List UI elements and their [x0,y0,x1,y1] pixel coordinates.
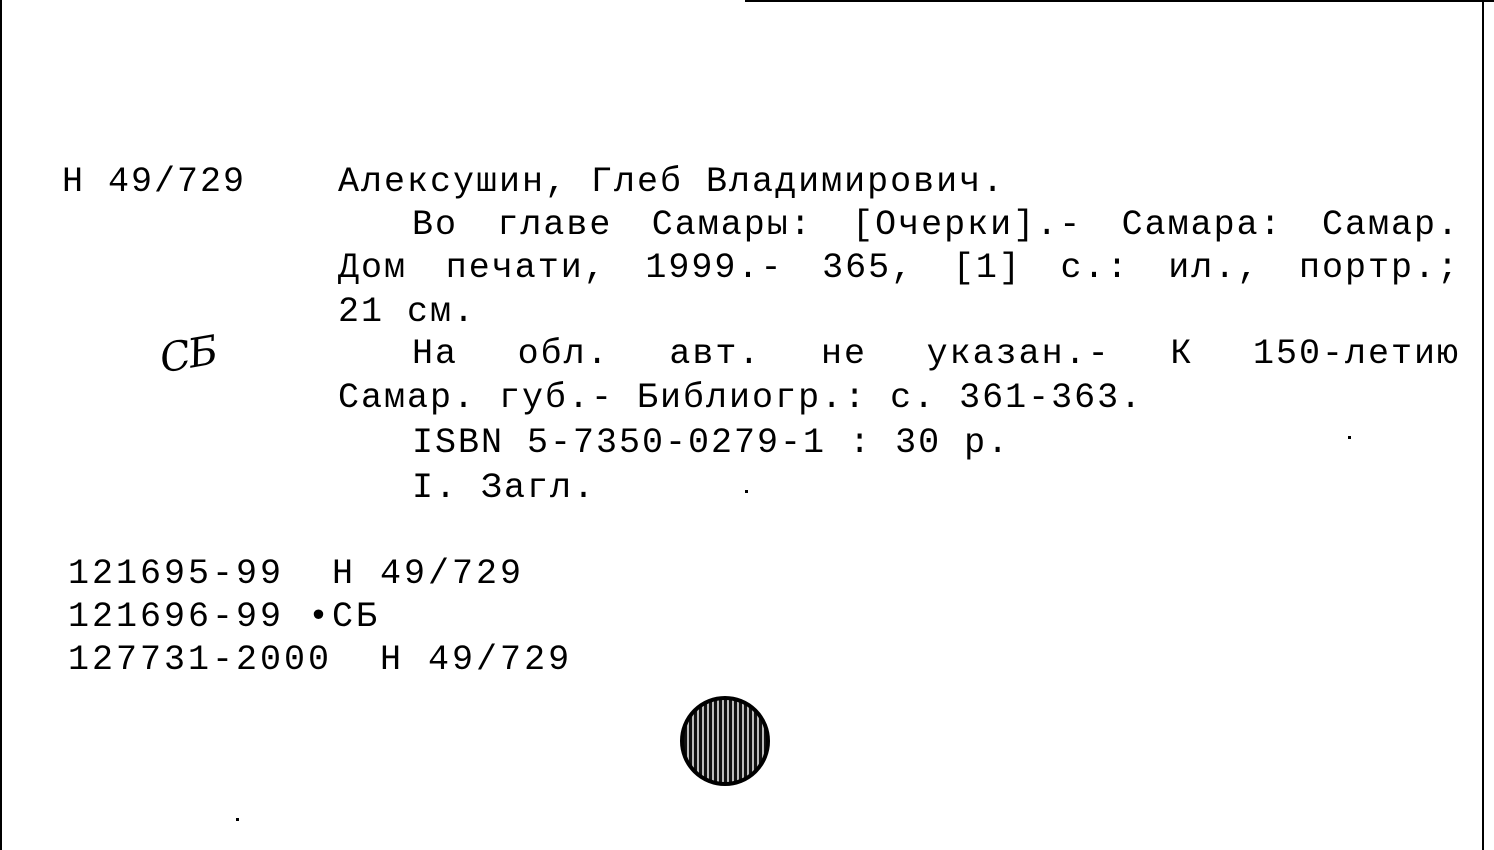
note-line-2: Самар. губ.- Библиогр.: с. 361-363. [338,378,1144,418]
title-line-1: Во главе Самары: [Очерки].- Самара: Самар. [412,205,1460,245]
scan-speck [745,490,748,493]
scan-edge-right [1482,0,1484,850]
isbn-line: ISBN 5-7350-0279-1 : 30 р. [412,423,1011,463]
accession-line: 127731-2000 Н 49/729 [68,640,573,680]
shelf-mark: Н 49/729 [62,162,247,202]
accession-line: 121696-99 •СБ [68,597,381,637]
note-line-1: На обл. авт. не указан.- К 150-летию [412,334,1460,374]
accession-line: 121695-99 Н 49/729 [68,554,525,594]
scan-edge-top [745,0,1494,2]
punch-hole [680,696,770,786]
handwritten-mark: СБ [156,327,220,383]
title-line-2: Дом печати, 1999.- 365, [1] с.: ил., портр.; [338,248,1460,288]
author-line: Алексушин, Глеб Владимирович. [338,162,1006,202]
title-line-3: 21 см. [338,292,477,332]
scan-speck [1348,436,1351,439]
access-point-line: I. Загл. [412,468,597,508]
scan-edge-left [0,0,2,850]
scan-speck [236,818,239,821]
